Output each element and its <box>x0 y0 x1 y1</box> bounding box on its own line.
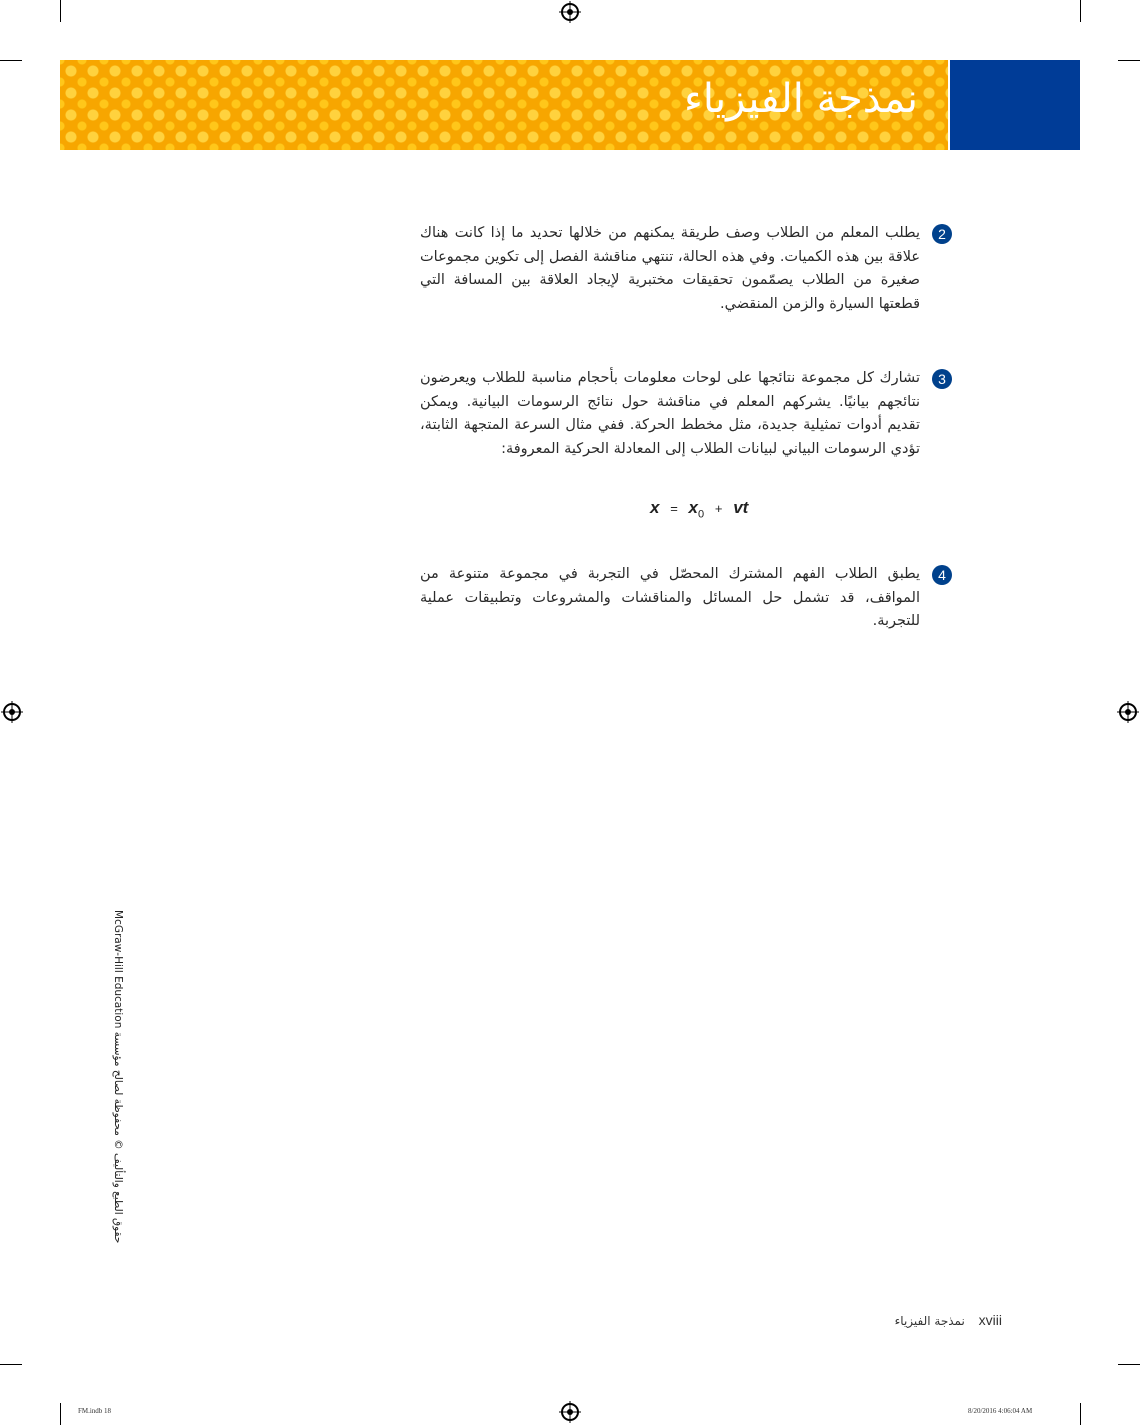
print-slug-date: 8/20/2016 4:06:04 AM <box>968 1407 1033 1415</box>
header-color-block <box>950 60 1080 150</box>
equation-vt: vt <box>733 498 749 517</box>
item-number-badge: 2 <box>932 224 952 244</box>
list-item <box>420 222 946 316</box>
item-text: يطبق الطلاب الفهم المشترك المحصّل في التجربة في مجموعة متنوعة من المواقف، قد تشمل حل المسائل والمناقشات والمشروعات وتطبيقات عملية للتجربة. <box>420 566 920 629</box>
crop-mark <box>1118 1364 1140 1365</box>
crop-mark <box>0 1364 22 1365</box>
item-number-badge: 3 <box>932 369 952 389</box>
equation-lhs: x <box>650 498 660 517</box>
list-item <box>420 367 946 461</box>
item-text: يطلب المعلم من الطلاب وصف طريقة يمكنهم من خلالها تحديد ما إذا كانت هناك علاقة بين هذه الكميات. وفي هذه الحالة، تنتهي مناقشة الفصل إلى تكوين مجموعات صغيرة من الطلاب يصمّمون تحقيقات مختبرية لإيجاد العلاقة بين المسافة التي قطعتها السيارة والزمن المنقضي. <box>420 225 920 312</box>
kinematic-equation <box>650 498 748 520</box>
equation-equals: = <box>670 501 678 516</box>
crop-mark <box>60 1403 61 1425</box>
header-banner <box>60 60 948 150</box>
page-title: نمذجة الفيزياء <box>684 76 918 122</box>
item-text: تشارك كل مجموعة نتائجها على لوحات معلومات بأحجام مناسبة للطلاب ويعرضون نتائجهم بيانيًا. يشركهم المعلم في مناقشة حول نتائج الرسومات البيانية. ويمكن تقديم أدوات تمثيلية جديدة، مثل مخطط الحركة. ففي مثال السرعة المتجهة الثابتة، تؤدي الرسومات البياني لبيانات الطلاب إلى المعادلة الحركية المعروفة: <box>420 370 920 457</box>
crop-mark <box>60 0 61 22</box>
print-slug-file: FM.indb 18 <box>78 1407 112 1415</box>
crop-mark <box>1118 60 1140 61</box>
copyright-note: حقوق الطبع والتأليف © محفوظة لصالح مؤسسة McGraw-Hill Education <box>112 910 124 1244</box>
page-footer <box>895 1312 1002 1328</box>
registration-mark-icon <box>3 703 21 721</box>
list-item <box>420 563 946 634</box>
equation-x0: x <box>688 498 698 517</box>
crop-mark <box>1080 1403 1081 1425</box>
item-number-badge: 4 <box>932 565 952 585</box>
registration-mark-icon <box>1119 703 1137 721</box>
page-number: xviii <box>978 1312 1002 1328</box>
registration-mark-icon <box>561 1403 579 1421</box>
equation-plus: + <box>714 501 723 516</box>
crop-mark <box>0 60 22 61</box>
registration-mark-icon <box>561 3 579 21</box>
footer-section-title: نمذجة الفيزياء <box>894 1314 965 1328</box>
crop-mark <box>1080 0 1081 22</box>
equation-subscript: 0 <box>698 508 705 521</box>
